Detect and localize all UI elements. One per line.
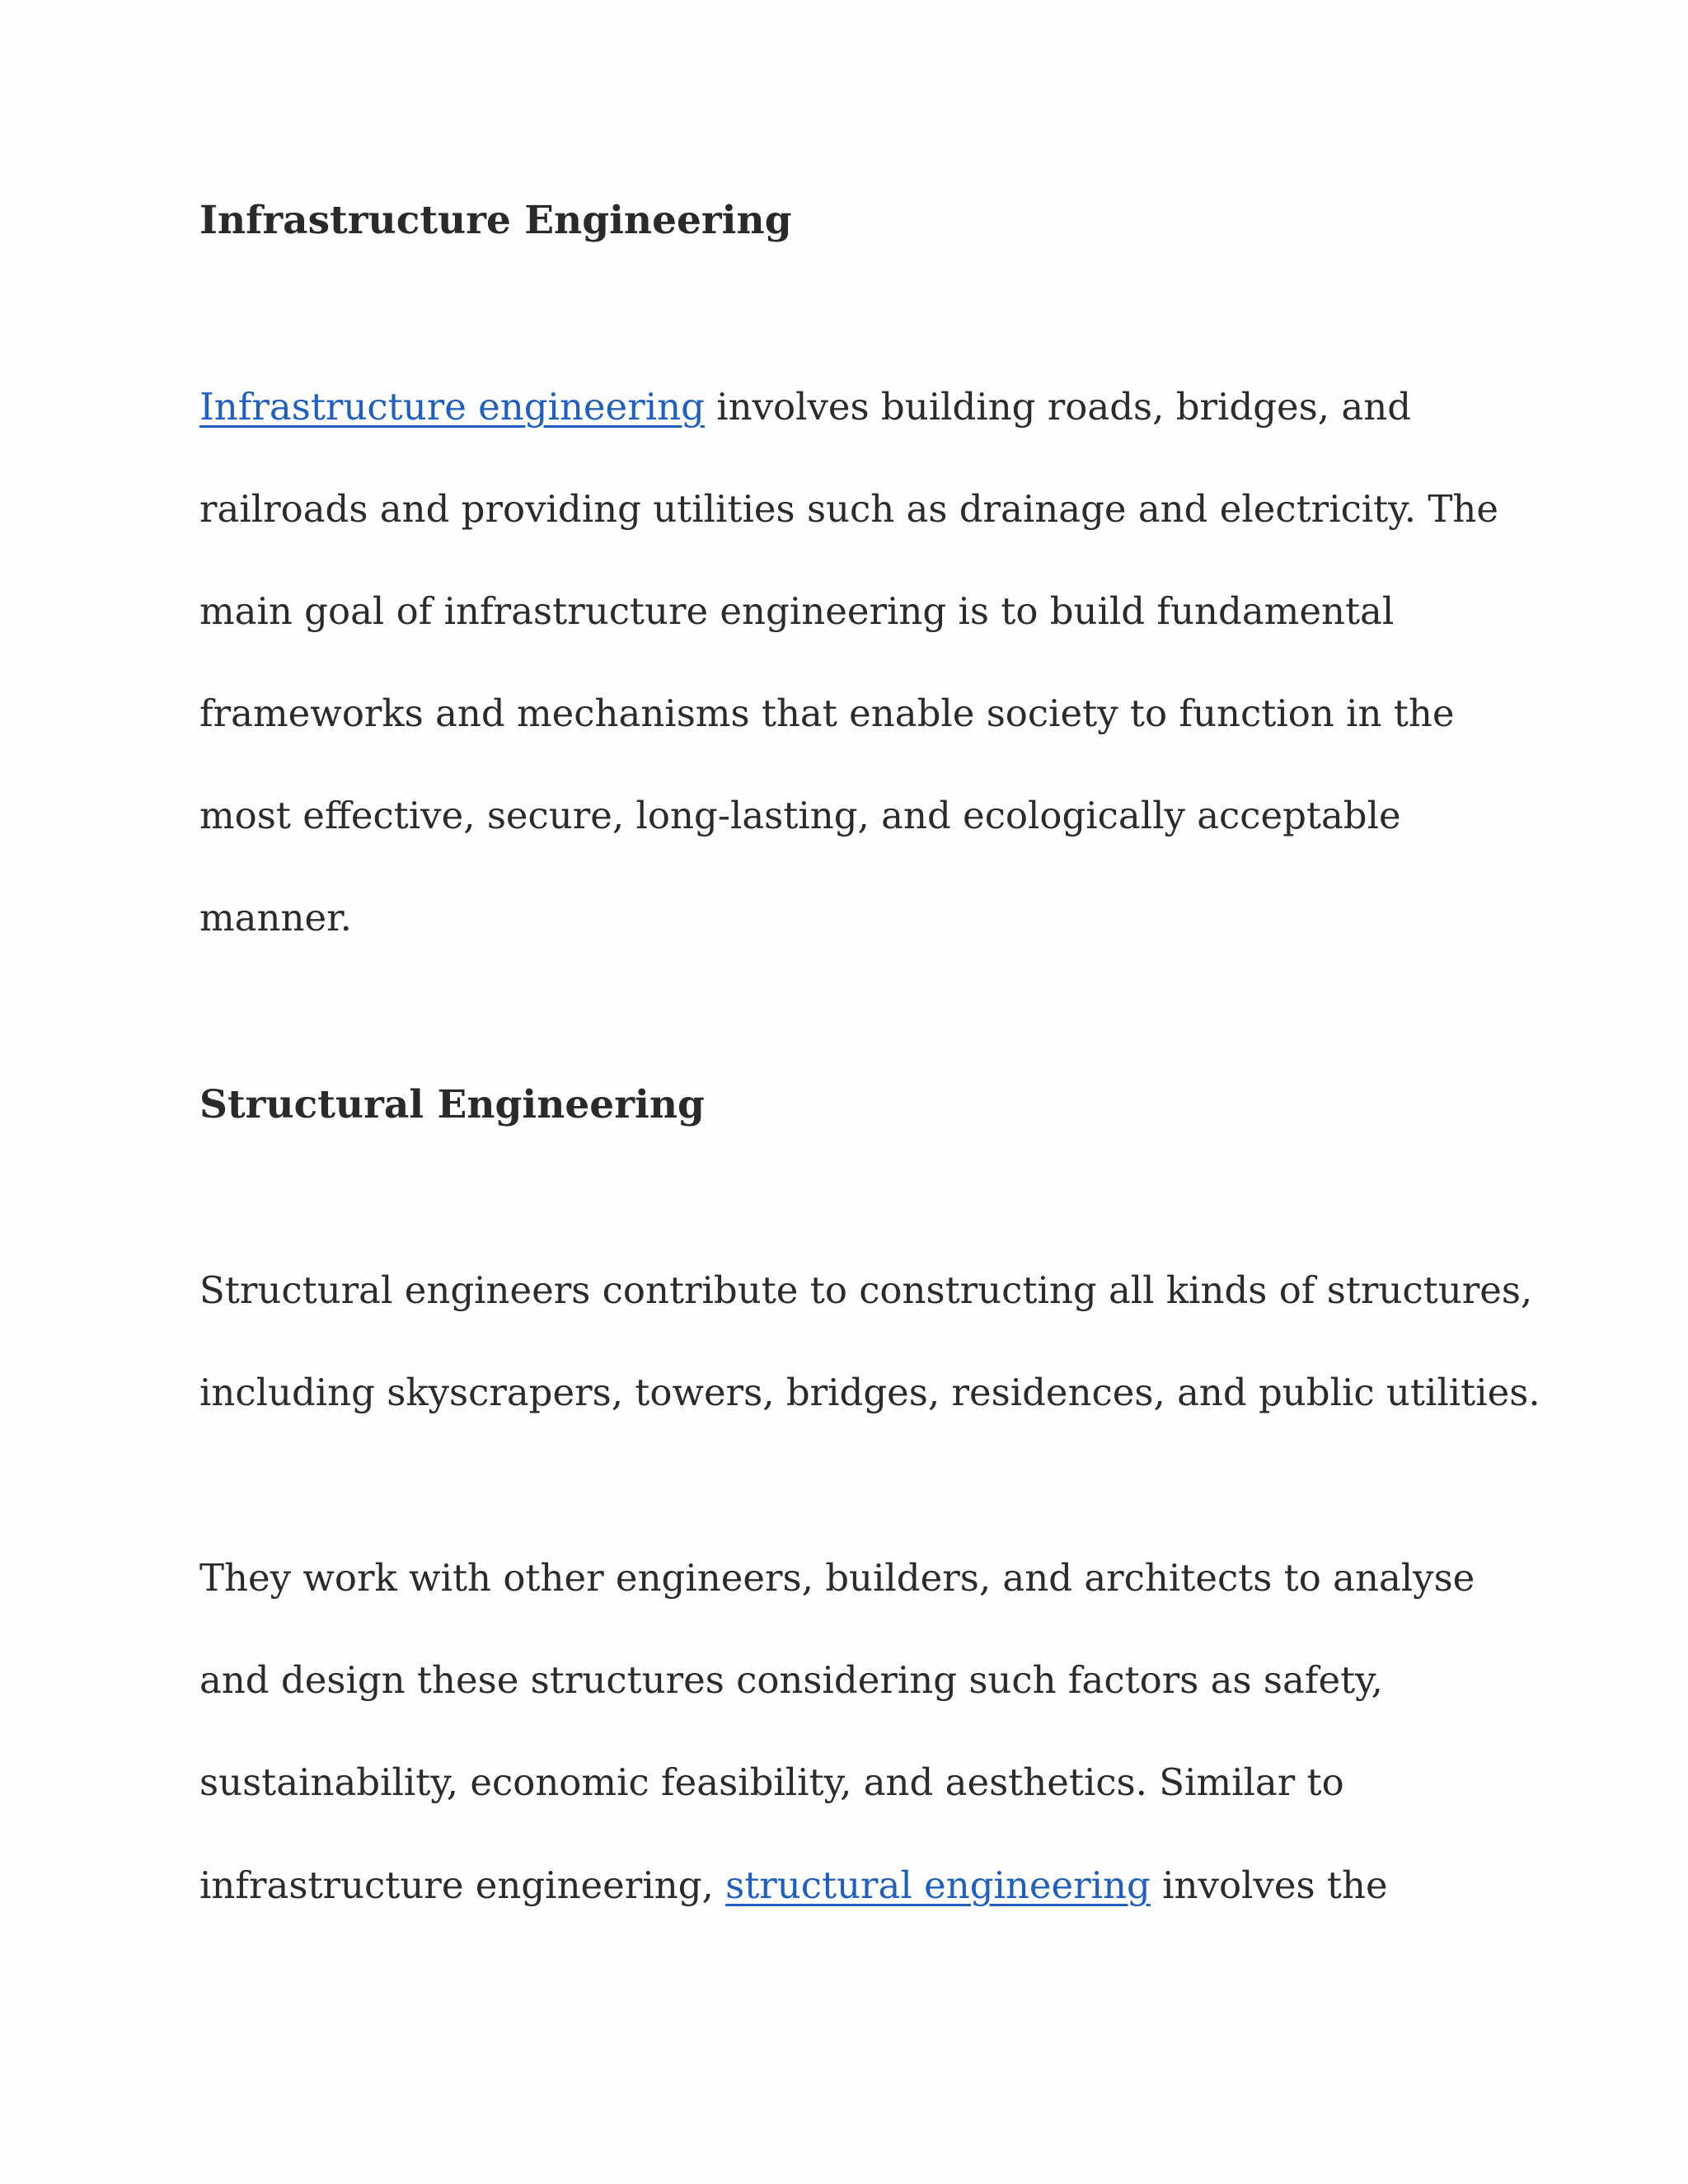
paragraph-line: main goal of infrastructure engineering is to build fundamental: [199, 589, 1395, 633]
structural-engineering-link[interactable]: structural engineering: [725, 1863, 1151, 1907]
paragraph-line: including skyscrapers, towers, bridges, residences, and public utilities.: [199, 1371, 1540, 1414]
line-text: involves building roads, bridges, and: [704, 385, 1411, 429]
paragraph-line: [199, 1861, 1388, 1910]
line-text: involves the: [1150, 1863, 1388, 1907]
paragraph-line: frameworks and mechanisms that enable society to function in the: [199, 691, 1455, 735]
paragraph-line: They work with other engineers, builders, and architects to analyse: [199, 1556, 1475, 1600]
line-text: infrastructure engineering,: [199, 1863, 726, 1907]
paragraph-line: sustainability, economic feasibility, and aesthetics. Similar to: [199, 1760, 1344, 1804]
paragraph-line: most effective, secure, long-lasting, and ecologically acceptable: [199, 794, 1401, 837]
section-heading-infrastructure: Infrastructure Engineering: [199, 198, 792, 243]
paragraph-line: [199, 382, 1411, 432]
paragraph-line: and design these structures considering such factors as safety,: [199, 1658, 1383, 1702]
paragraph-line: manner.: [199, 896, 352, 940]
infrastructure-engineering-link[interactable]: Infrastructure engineering: [199, 385, 705, 429]
paragraph-line: railroads and providing utilities such as drainage and electricity. The: [199, 487, 1498, 531]
section-heading-structural: Structural Engineering: [199, 1082, 705, 1127]
paragraph-line: Structural engineers contribute to constructing all kinds of structures,: [199, 1268, 1533, 1312]
